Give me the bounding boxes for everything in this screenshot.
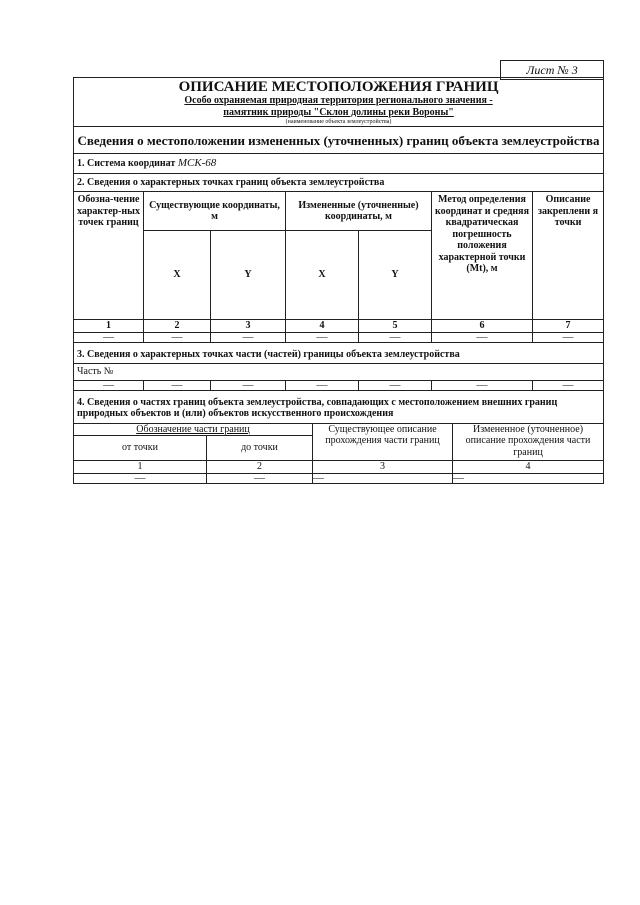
column-number: 3 bbox=[313, 461, 453, 474]
column-number: 4 bbox=[453, 461, 604, 474]
col-x-changed: X bbox=[286, 231, 359, 320]
column-number: 3 bbox=[211, 320, 286, 333]
empty-cell: — bbox=[432, 332, 533, 342]
subtitle-line-2: памятник природы "Склон долины реки Вороны" bbox=[223, 107, 454, 118]
empty-cell: — bbox=[74, 332, 144, 342]
column-number: 4 bbox=[286, 320, 359, 333]
column-number: 6 bbox=[432, 320, 533, 333]
subtitle-line-1: Особо охраняемая природная территория регионального значения - bbox=[184, 95, 493, 106]
col-part-designation: Обозначение части границ bbox=[74, 423, 313, 436]
column-number: 7 bbox=[533, 320, 604, 333]
subtitle-note: (наименование объекта землеустройства) bbox=[285, 119, 392, 125]
empty-cell: — bbox=[211, 380, 286, 390]
column-number: 1 bbox=[74, 461, 207, 474]
section-1-label: 1. Система координат bbox=[77, 158, 176, 169]
empty-cell: — bbox=[207, 473, 313, 483]
column-numbers-row bbox=[74, 320, 604, 333]
empty-cell: — bbox=[286, 332, 359, 342]
empty-cell: — bbox=[533, 332, 604, 342]
column-numbers-row bbox=[74, 461, 604, 474]
document-title: ОПИСАНИЕ МЕСТОПОЛОЖЕНИЯ ГРАНИЦ bbox=[178, 79, 499, 95]
section-2-label: 2. Сведения о характерных точках границ объекта землеустройства bbox=[74, 173, 604, 192]
empty-cell: — bbox=[144, 380, 211, 390]
col-point-designation: Обозна-чение характер-ных точек границ bbox=[74, 192, 144, 320]
empty-cell: — bbox=[74, 380, 144, 390]
col-from-point: от точки bbox=[74, 436, 207, 461]
table-row bbox=[74, 473, 604, 483]
empty-cell: — bbox=[359, 380, 432, 390]
coordinate-system-value: МСК-68 bbox=[177, 157, 217, 169]
col-changed-coordinates: Измененные (уточненные) координаты, м bbox=[286, 192, 432, 231]
section-4-table bbox=[73, 423, 604, 484]
empty-cell: — bbox=[286, 380, 359, 390]
empty-cell: — bbox=[313, 473, 453, 483]
section-3-label: 3. Сведения о характерных точках части (частей) границы объекта землеустройства bbox=[74, 342, 604, 364]
col-existing-coordinates: Существующие координаты, м bbox=[144, 192, 286, 231]
section-1 bbox=[74, 154, 604, 174]
col-existing-description: Существующее описание прохождения части границ bbox=[313, 423, 453, 461]
col-point-description: Описание закреплени я точки bbox=[533, 192, 604, 320]
col-method: Метод определения координат и средняя квадратическая погрешность положения характерной точки (Mt), м bbox=[432, 192, 533, 320]
column-number: 2 bbox=[207, 461, 313, 474]
section-title: Сведения о местоположении измененных (уточненных) границ объекта землеустройства bbox=[77, 133, 600, 148]
col-to-point: до точки bbox=[207, 436, 313, 461]
empty-cell: — bbox=[453, 473, 604, 483]
part-number: Часть № bbox=[74, 364, 604, 381]
empty-cell: — bbox=[144, 332, 211, 342]
column-number: 1 bbox=[74, 320, 144, 333]
empty-cell: — bbox=[533, 380, 604, 390]
col-y-changed: Y bbox=[359, 231, 432, 320]
col-y-existing: Y bbox=[211, 231, 286, 320]
sheet-number: Лист № 3 bbox=[500, 60, 604, 80]
empty-cell: — bbox=[359, 332, 432, 342]
empty-cell: — bbox=[74, 473, 207, 483]
col-changed-description: Измененное (уточненное) описание прохождения части границ bbox=[453, 423, 604, 461]
empty-cell: — bbox=[211, 332, 286, 342]
column-number: 5 bbox=[359, 320, 432, 333]
table-row bbox=[74, 380, 604, 390]
column-number: 2 bbox=[144, 320, 211, 333]
document-header bbox=[74, 78, 604, 127]
boundary-description-form bbox=[73, 77, 603, 527]
section-4-label: 4. Сведения о частях границ объекта землеустройства, совпадающих с местоположением внешних границ природных объектов и (или) объектов искусственного происхождения bbox=[74, 390, 604, 423]
col-x-existing: X bbox=[144, 231, 211, 320]
form-table bbox=[73, 77, 604, 424]
empty-cell: — bbox=[432, 380, 533, 390]
table-row bbox=[74, 332, 604, 342]
